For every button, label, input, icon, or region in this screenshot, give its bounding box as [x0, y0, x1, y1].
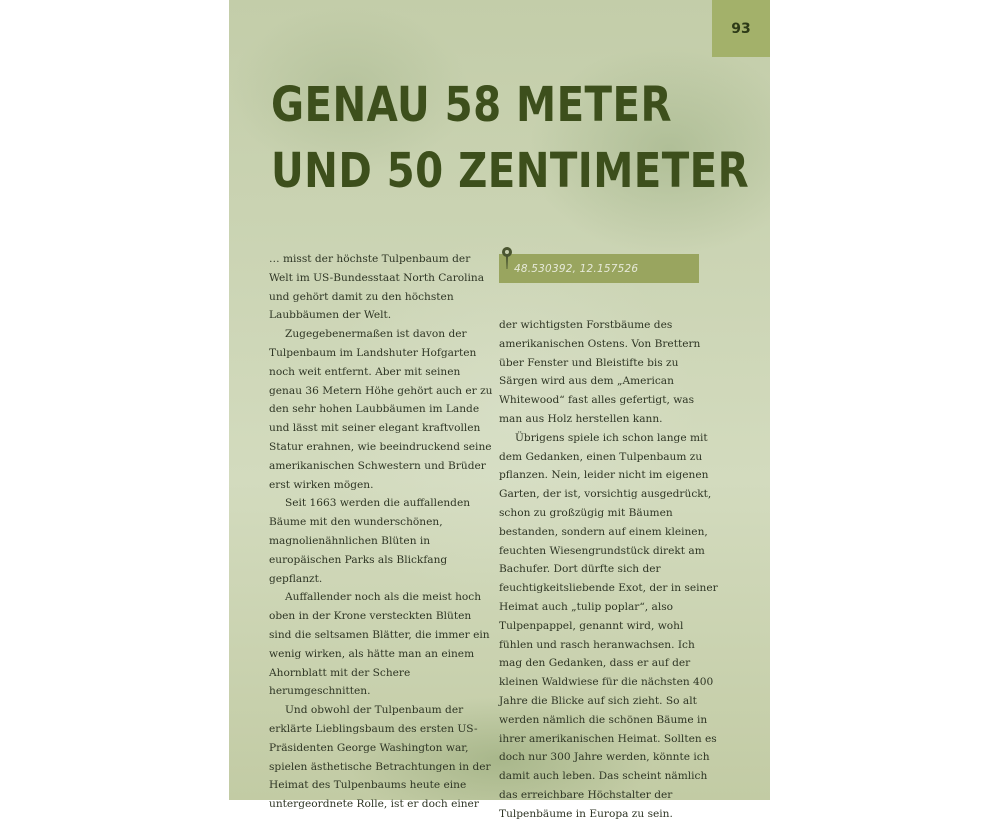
paragraph: Zugegebenermaßen ist davon der Tulpenbaum im Landshuter Hofgarten noch weit entfernt. Aber mit seinen genau 36 Metern Höhe gehört auch er zu den sehr hohen Laubbäumen im Lande und lässt mit seiner elegant kraftvollen Statur erahnen, wie beeindruckend seine amerikanischen Schwestern und Brüder erst wirken mögen.: [269, 328, 493, 491]
paragraph: … misst der höchste Tulpenbaum der Welt im US-Bundesstaat North Carolina und gehört damit zu den höchsten Laubbäumen der Welt.: [269, 253, 485, 322]
geo-coordinates: 48.530392, 12.157526: [514, 262, 639, 275]
title-line-1: GENAU 58 METER: [271, 77, 672, 133]
geo-coordinates-box: [499, 254, 699, 283]
text-column-right: [499, 316, 719, 824]
page-number: 93: [731, 20, 751, 37]
map-pin-icon: [499, 246, 515, 270]
paragraph: der wichtigsten Forstbäume des amerikanischen Ostens. Von Brettern über Fenster und Bleistifte bis zu Särgen wird aus dem „American Whitewood“ fast alles gefertigt, was man aus Holz herstellen kann.: [499, 319, 701, 425]
page-title: [271, 72, 750, 204]
book-page: [229, 0, 770, 820]
paragraph: Übrigens spiele ich schon lange mit dem Gedanken, einen Tulpenbaum zu pflanzen. Nein, leider nicht im eigenen Garten, der ist, vorsichtig ausgedrückt, schon zu großzügig mit Bäumen bestanden, sondern auf einem kleinen, feuchten Wiesengrundstück direkt am Bachufer. Dort dürfte sich der feuchtigkeitsliebende Exot, der in seiner Heimat auch „tulip poplar“, also Tulpenpappel, genannt wird, wohl fühlen und rasch heranwachsen. Ich mag den Gedanken, dass er auf der kleinen Waldwiese für die nächsten 400 Jahre die Blicke auf sich zieht. So alt werden nämlich die schönen Bäume in ihrer amerikanischen Heimat. Sollten es doch nur 300 Jahre werden, könnte ich damit auch leben. Das scheint nämlich das erreichbare Höchstalter der Tulpenbäume in Europa zu sein.: [499, 431, 718, 820]
page-number-tab: [712, 0, 770, 57]
title-line-2: UND 50 ZENTIMETER: [271, 143, 750, 199]
text-column-left: [269, 250, 495, 814]
paragraph: Auffallender noch als die meist hoch oben in der Krone versteckten Blüten sind die seltsamen Blätter, die immer ein wenig wirken, als hätte man an einem Ahornblatt mit der Schere herumgeschnitten.: [269, 591, 490, 698]
paragraph: Und obwohl der Tulpenbaum der erklärte Lieblingsbaum des ersten US-Präsidenten George Washington war, spielen ästhetische Betrachtungen in der Heimat des Tulpenbaums heute eine untergeordnete Rolle, ist er doch einer: [269, 704, 491, 811]
paragraph: Seit 1663 werden die auffallenden Bäume mit den wunderschönen, magnolienähnlichen Blüten in europäischen Parks als Blickfang gepflanzt.: [269, 497, 471, 585]
